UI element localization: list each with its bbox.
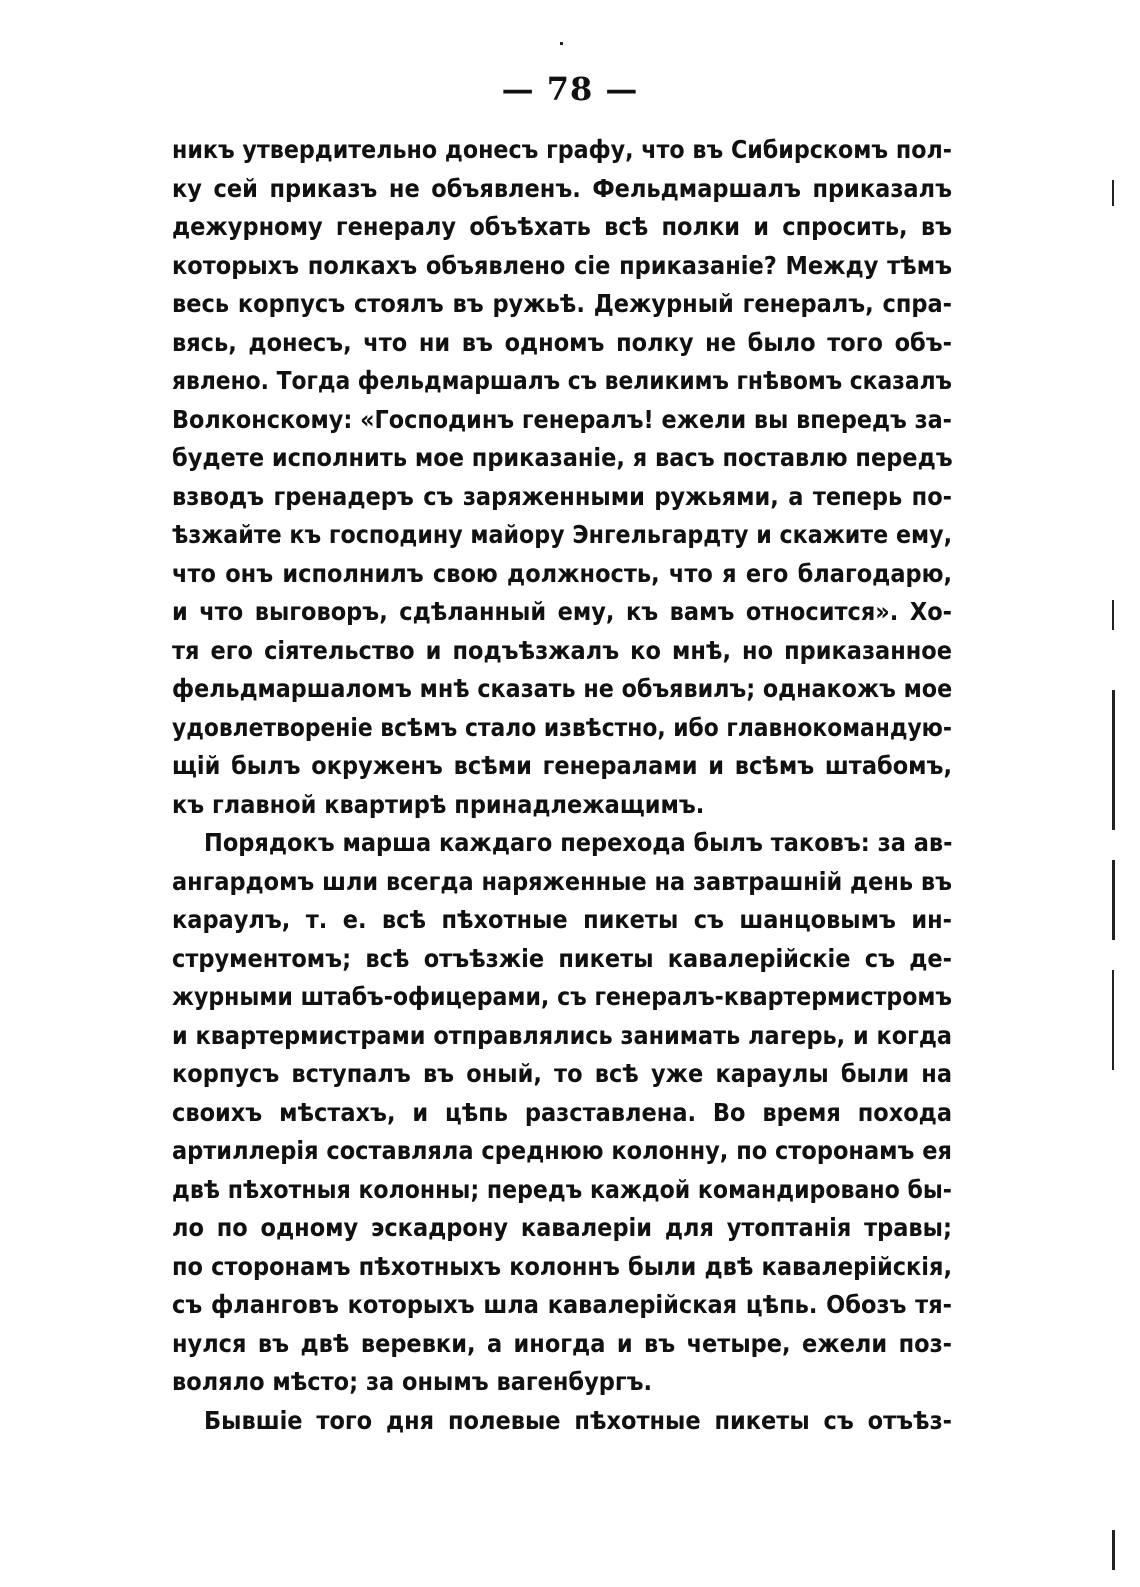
paragraph-3 xyxy=(172,1402,952,1441)
text-line: ку сей приказъ не объявленъ. Фельдмаршалъ приказалъ xyxy=(172,173,952,203)
text-line: фельдмаршаломъ мнѣ сказать не объявилъ; однакожъ мое xyxy=(172,674,953,703)
scan-dot xyxy=(560,42,563,45)
text-line: которыхъ полкахъ объявлено сіе приказаніе? Между тѣмъ xyxy=(172,250,952,280)
scan-edge-mark xyxy=(1112,180,1114,206)
text-line: что онъ исполнилъ свою должность, что я его благодарю, xyxy=(172,558,952,588)
page-number: — 78 — xyxy=(501,70,639,108)
text-line: ѣзжайте къ господину майору Энгельгардту и скажите ему, xyxy=(172,520,953,549)
text-line: удовлетвореніе всѣмъ стало извѣстно, ибо главнокомандую- xyxy=(172,712,952,742)
text-line: артиллерія составляла среднюю колонну, по сторонамъ ея xyxy=(172,1136,952,1165)
body-text xyxy=(172,131,952,1440)
text-line: весь корпусъ стоялъ въ ружьѣ. Дежурный генералъ, спра- xyxy=(172,289,952,318)
text-line: и что выговоръ, сдѣланный ему, къ вамъ относится». Хо- xyxy=(172,597,952,626)
text-line: никъ утвердительно донесъ графу, что въ Сибирскомъ пол- xyxy=(172,135,952,164)
text-line: дежурному генералу объѣхать всѣ полки и спросить, въ xyxy=(172,212,952,241)
text-line: къ главной квартирѣ принадлежащимъ. xyxy=(172,789,705,819)
paragraph-2 xyxy=(172,824,952,1402)
text-line: по сторонамъ пѣхотныхъ колоннъ были двѣ кавалерійскія, xyxy=(172,1251,952,1281)
text-line: взводъ гренадеръ съ заряженными ружьями, а теперь по- xyxy=(172,481,952,511)
scan-edge-mark xyxy=(1112,860,1115,940)
text-line: Волконскому: «Господинъ генералъ! ежели вы впередъ за- xyxy=(172,404,952,434)
text-line: караулъ, т. е. всѣ пѣхотные пикеты съ шанцовымъ ин- xyxy=(172,905,952,934)
text-line: Бывшіе того дня полевые пѣхотные пикеты съ отъѣз- xyxy=(204,1405,952,1435)
text-line: журными штабъ-офицерами, съ генералъ-квартермистромъ xyxy=(172,982,952,1011)
text-line: съ фланговъ которыхъ шла кавалерійская цѣпь. Обозъ тя- xyxy=(172,1290,952,1319)
text-line: струментомъ; всѣ отъѣзжіе пикеты кавалерійскіе съ де- xyxy=(172,943,952,973)
text-line: корпусъ вступалъ въ оный, то всѣ уже караулы были на xyxy=(172,1059,952,1088)
text-line: щій былъ окруженъ всѣми генералами и всѣмъ штабомъ, xyxy=(172,751,952,780)
text-line: ло по одному эскадрону кавалеріи для утоптанія травы; xyxy=(172,1213,952,1242)
text-line: ангардомъ шли всегда наряженные на завтрашній день въ xyxy=(172,866,952,896)
scan-edge-mark xyxy=(1112,600,1114,630)
text-line: своихъ мѣстахъ, и цѣпь разставлена. Во время похода xyxy=(172,1097,952,1127)
text-line: и квартермистрами отправлялись занимать лагерь, и когда xyxy=(172,1020,953,1050)
text-line: Порядокъ марша каждаго перехода былъ таковъ: за ав- xyxy=(204,828,953,857)
text-line: воляло мѣсто; за онымъ вагенбургъ. xyxy=(172,1367,653,1396)
text-line: явлено. Тогда фельдмаршалъ съ великимъ гнѣвомъ сказалъ xyxy=(172,366,952,395)
text-line: тя его сіятельство и подъѣзжалъ ко мнѣ, но приказанное xyxy=(172,635,952,665)
text-line: двѣ пѣхотныя колонны; передъ каждой командировано бы- xyxy=(172,1174,952,1204)
text-line: будете исполнить мое приказаніе, я васъ поставлю передъ xyxy=(172,443,953,472)
scan-edge-mark xyxy=(1112,1530,1115,1570)
text-line: нулся въ двѣ веревки, а иногда и въ четыре, ежели поз- xyxy=(172,1328,952,1358)
text-line: вясь, донесъ, что ни въ одномъ полку не было того объ- xyxy=(172,327,952,357)
paragraph-1 xyxy=(172,131,952,824)
scan-edge-mark xyxy=(1112,690,1115,830)
scan-edge-mark xyxy=(1112,970,1114,1070)
